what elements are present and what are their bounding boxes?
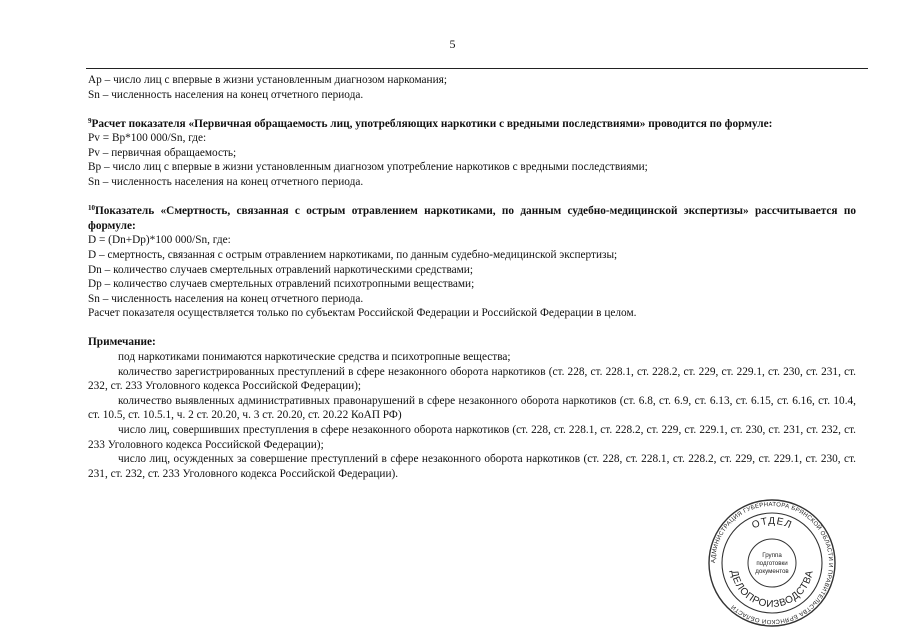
office-stamp (707, 498, 837, 628)
footnote-marker: 9 (88, 116, 92, 125)
footnote-marker: 10 (88, 204, 95, 213)
stamp-center-line: Группа (762, 552, 782, 559)
heading-text: Показатель «Смертность, связанная с острым отравлением наркотиками, по данным судебно-медицинской экспертизы» рассчитывается по формуле: (88, 205, 856, 232)
note-title: Примечание: (88, 336, 156, 349)
stamp-word-top: ОТДЕЛ (750, 515, 794, 532)
note-item: под наркотиками понимаются наркотические средства и психотропные вещества; (118, 351, 511, 363)
stamp-center-line: подготовки (756, 560, 788, 567)
definition-line: Dn – количество случаев смертельных отравлений наркотическими средствами; (88, 263, 473, 276)
svg-text:ДЕЛОПРОИЗВОДСТВА (728, 569, 816, 610)
definition-line: Dp – количество случаев смертельных отравлений психотропными веществами; (88, 278, 475, 291)
definition-line: Sn – численность населения на конец отчетного периода. (88, 88, 364, 101)
stamp-word-bottom: ДЕЛОПРОИЗВОДСТВА (728, 569, 816, 611)
definition-line: Bp – число лиц с впервые в жизни установленным диагнозом употребление наркотиков с вредными последствиями; (88, 161, 648, 174)
section-heading-mortality (88, 204, 856, 233)
definition-line: Sn – численность населения на конец отчетного периода. (88, 292, 364, 305)
formula-line: D = (Dn+Dp)*100 000/Sn, где: (88, 234, 231, 247)
definition-line: D – смертность, связанная с острым отравлением наркотиками, по данным судебно-медицинской экспертизы; (88, 248, 618, 261)
note-item: число лиц, осужденных за совершение преступлений в сфере незаконного оборота наркотиков (ст. 228, ст. 228.1, ст. 228.2, ст. 229, ст. 229.1, ст. 230, ст. 231, ст. 232, ст. 233 Уголовного кодекса Российской Федерации). (88, 453, 856, 480)
stamp-center-line: документов (755, 568, 789, 575)
page-number: 5 (449, 37, 456, 51)
header-rule (86, 68, 868, 69)
definition-line: Ар – число лиц с впервые в жизни установленным диагнозом наркомания; (88, 74, 447, 86)
note-item: количество зарегистрированных преступлений в сфере незаконного оборота наркотиков (ст. 228, ст. 228.1, ст. 228.2, ст. 229, ст. 229.1, ст. 230, ст. 231, ст. 232, ст. 233 Уголовного кодекса Российской Федерации); (88, 365, 856, 393)
definition-line: Sn – численность населения на конец отчетного периода. (88, 176, 364, 189)
svg-text:ОТДЕЛ (750, 516, 793, 531)
document-body (88, 73, 856, 481)
note-item: количество выявленных административных правонарушений в сфере незаконного оборота наркотиков (ст. 6.8, ст. 6.9, ст. 6.13, ст. 6.15, ст. 6.16, ст. 10.4, ст. 10.5, ст. 10.5.1, ч. 2 ст. 20.20, ч. 3 ст. 20.20, ст. 20.22 КоАП РФ) (88, 394, 856, 422)
heading-text: Расчет показателя «Первичная обращаемость лиц, употребляющих наркотики с вредными последствиями» проводится по формуле: (91, 117, 773, 130)
note-item: число лиц, совершивших преступления в сфере незаконного оборота наркотиков (ст. 228, ст. 228.1, ст. 228.2, ст. 229, ст. 229.1, ст. 230, ст. 231, ст. 232, ст. 233 Уголовного кодекса Российской Федерации); (88, 423, 856, 451)
stamp-ring-text: АДМИНИСТРАЦИЯ ГУБЕРНАТОРА БРЯНСКОЙ ОБЛАСТИ И ПРАВИТЕЛЬСТВА БРЯНСКОЙ ОБЛАСТИ (710, 501, 834, 625)
definition-line: Расчет показателя осуществляется только по субъектам Российской Федерации и Российской Федерации в целом. (88, 307, 637, 320)
definition-line: Pv – первичная обращаемость; (88, 146, 237, 159)
formula-line: Pv = Bp*100 000/Sn, где: (88, 132, 207, 145)
section-heading-primary-appeal (88, 117, 856, 132)
